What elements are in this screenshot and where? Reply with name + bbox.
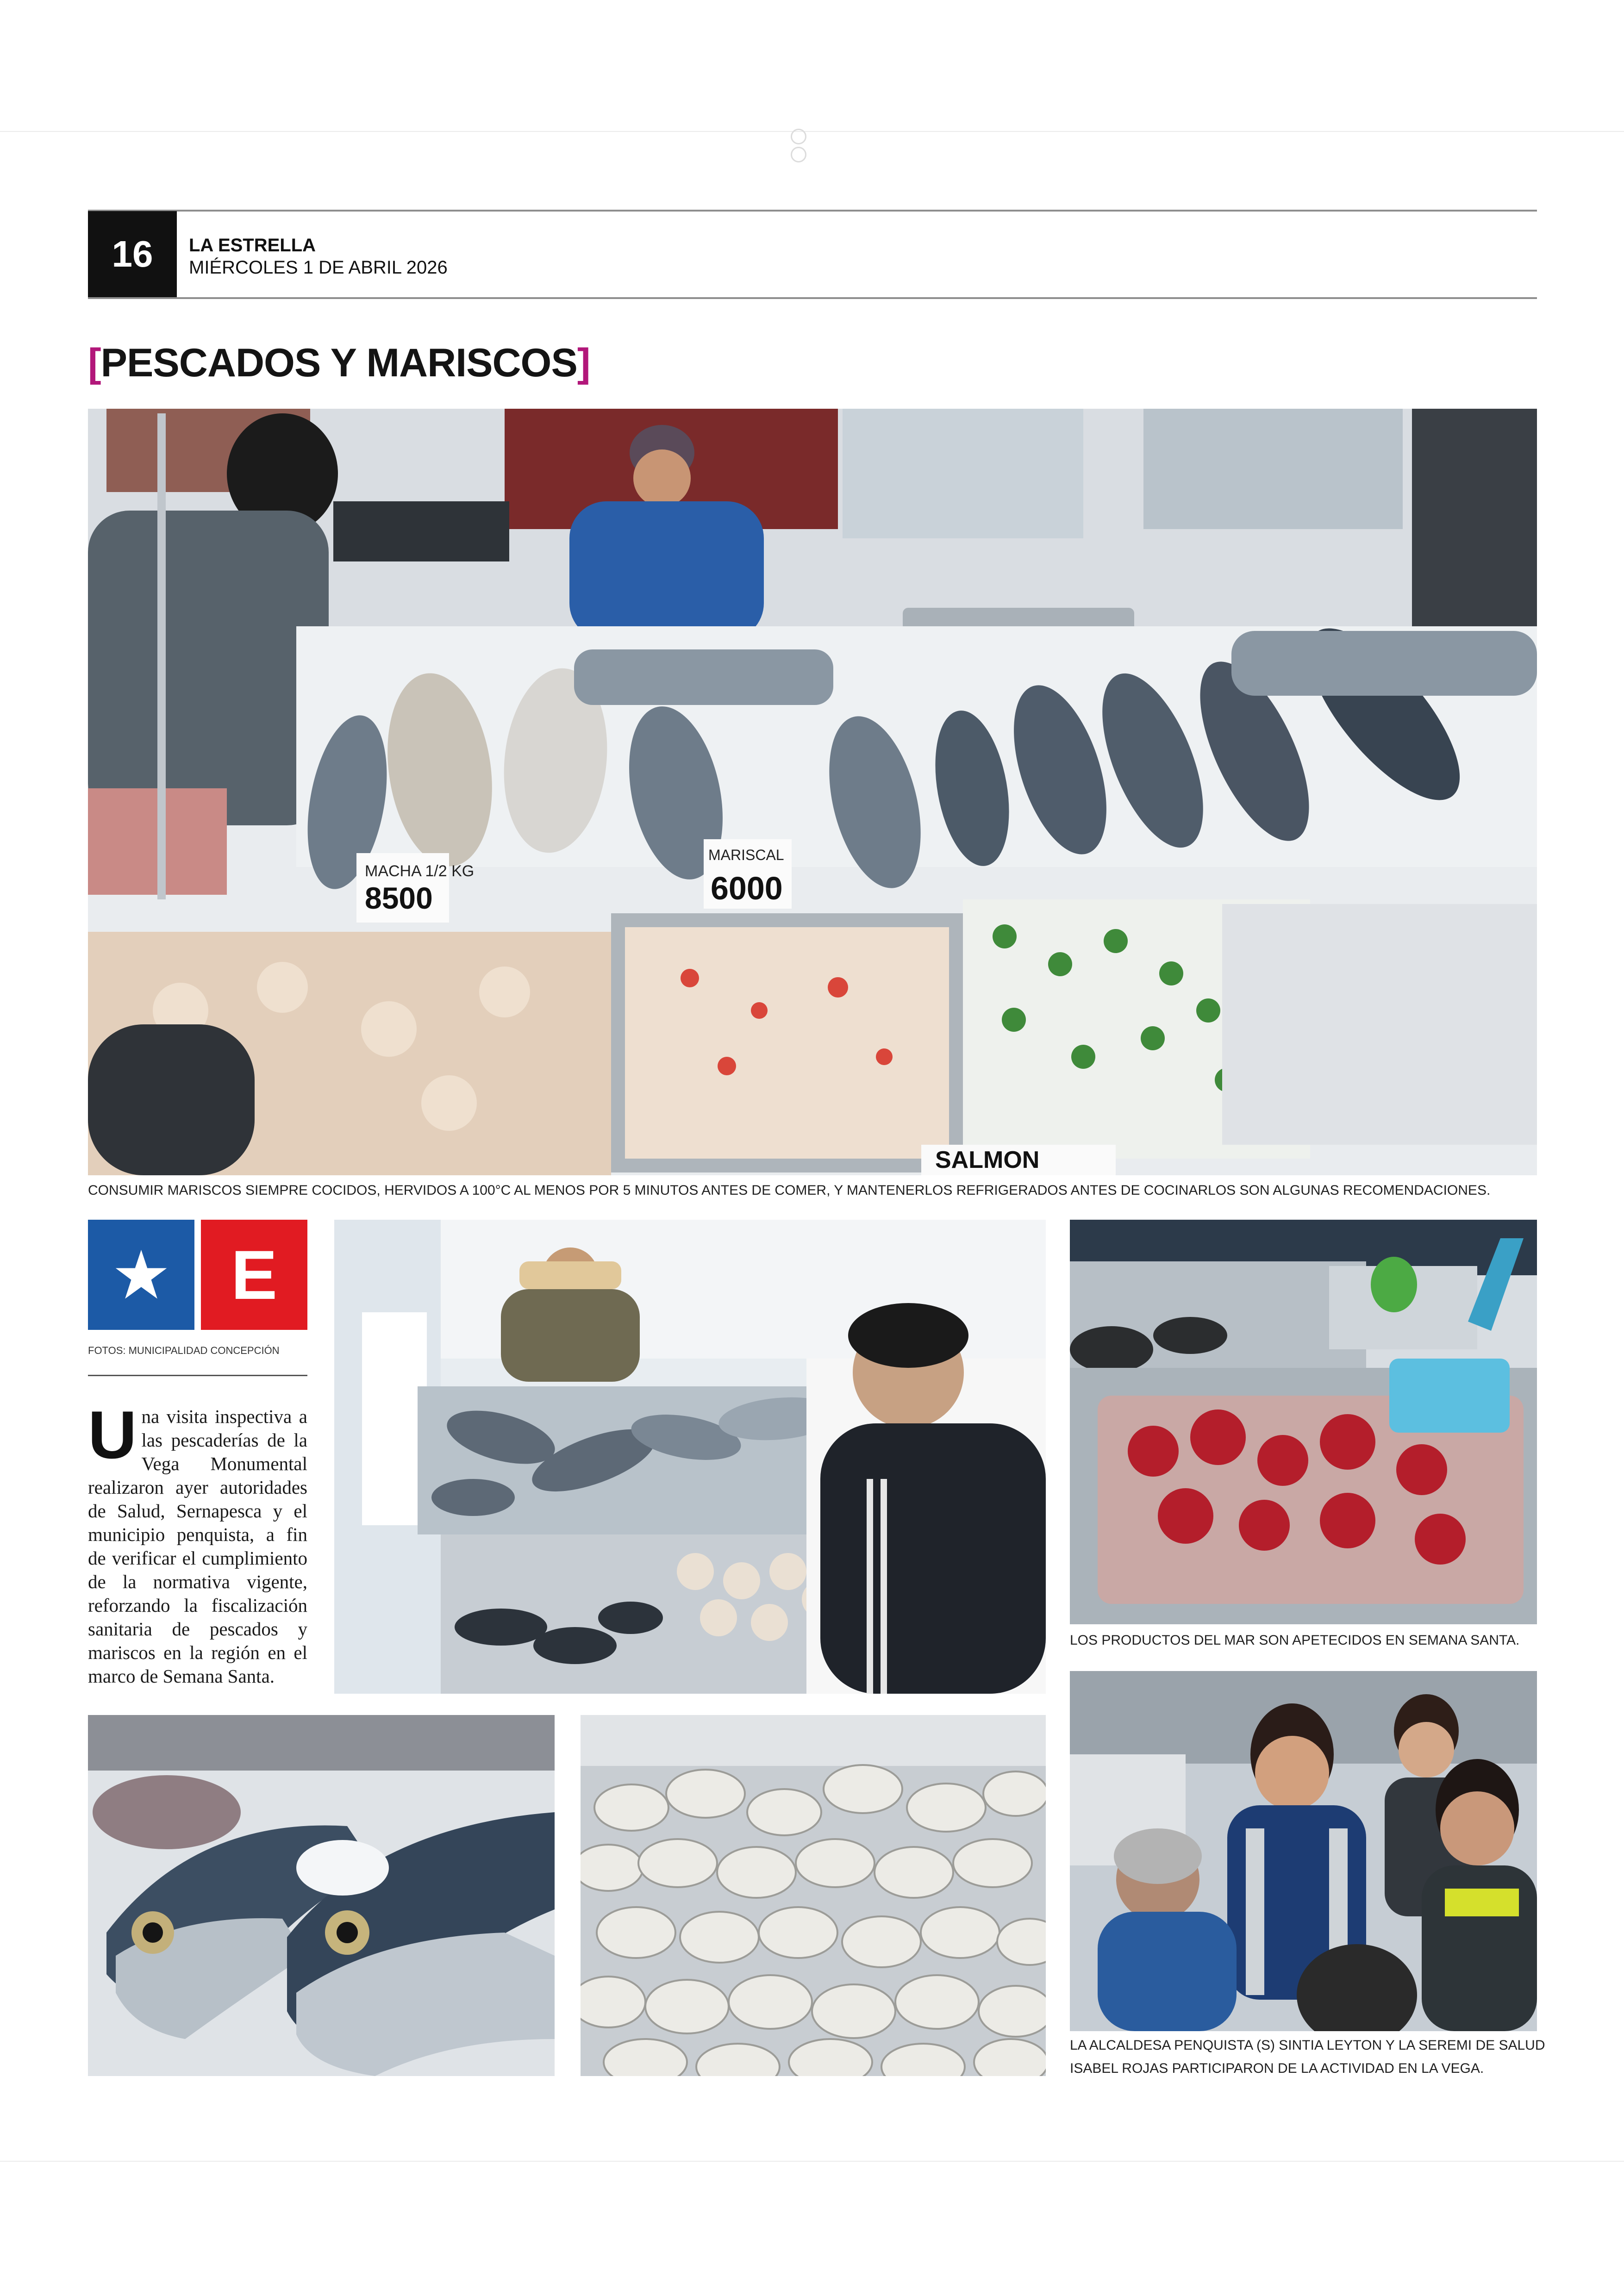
- officials-caption-line1: LA ALCALDESA PENQUISTA (S) SINTIA LEYTON Y LA SEREMI DE SALUD: [1070, 2038, 1545, 2053]
- bracket-open: [: [88, 341, 101, 385]
- publication-date: MIÉRCOLES 1 DE ABRIL 2026: [189, 257, 448, 278]
- section-title: [88, 340, 590, 386]
- logo-letter-panel: E: [201, 1220, 307, 1330]
- photo-credit: FOTOS: MUNICIPALIDAD CONCEPCIÓN: [88, 1345, 280, 1356]
- officials-caption-line2: ISABEL ROJAS PARTICIPARON DE LA ACTIVIDAD EN LA VEGA.: [1070, 2061, 1484, 2076]
- products-caption: LOS PRODUCTOS DEL MAR SON APETECIDOS EN SEMANA SANTA.: [1070, 1633, 1520, 1648]
- photo-officials: [1070, 1671, 1537, 2031]
- sign-macha: MACHA 1/2 KG: [365, 862, 475, 880]
- sign-mariscal-price: 6000: [711, 870, 783, 906]
- publication-name: LA ESTRELLA: [189, 235, 316, 256]
- photo-fishmonger-inspection: [334, 1220, 1046, 1694]
- article-body: [88, 1397, 307, 1688]
- photo-tuna-fish: [88, 1715, 555, 2076]
- bracket-close: ]: [577, 341, 590, 385]
- page-number: 16: [88, 211, 177, 297]
- la-estrella-logo: [88, 1220, 307, 1330]
- article-dropcap: U: [88, 1397, 137, 1472]
- header-rule-bottom: [88, 297, 1537, 299]
- photo-clams: [581, 1715, 1046, 2076]
- page-indicator: [782, 129, 843, 144]
- header-rule-top: [88, 210, 1537, 212]
- main-photo-caption: CONSUMIR MARISCOS SIEMPRE COCIDOS, HERVIDOS A 100°C AL MENOS POR 5 MINUTOS ANTES DE COMER, Y MANTENERLOS REFRIGERADOS ANTES DE COCINARLOS SON ALGUNAS RECOMENDACIONES.: [88, 1183, 1491, 1198]
- sign-mariscal: MARISCAL: [708, 847, 784, 863]
- star-icon: [113, 1247, 169, 1303]
- sign-salmon: SALMON: [935, 1147, 1040, 1173]
- section-title-text: PESCADOS Y MARISCOS: [100, 341, 577, 385]
- photo-seafood-trays: [1070, 1220, 1537, 1624]
- credit-rule: [88, 1375, 307, 1376]
- main-photo-fish-stall: [88, 409, 1537, 1175]
- sheet-bottom-edge: [0, 2161, 1624, 2162]
- sign-macha-price: 8500: [365, 881, 433, 915]
- logo-star-panel: [88, 1220, 194, 1330]
- article-text: na visita inspectiva a las pescaderías de la Vega Monumental realizaron ayer autoridades de Salud, Sernapesca y el municipio penquista, a fin de verificar el cumplimiento de la normativa vigente, reforzando la fiscalización sanitaria de pescados y mariscos en la región en el marco de Semana Santa.: [88, 1406, 307, 1687]
